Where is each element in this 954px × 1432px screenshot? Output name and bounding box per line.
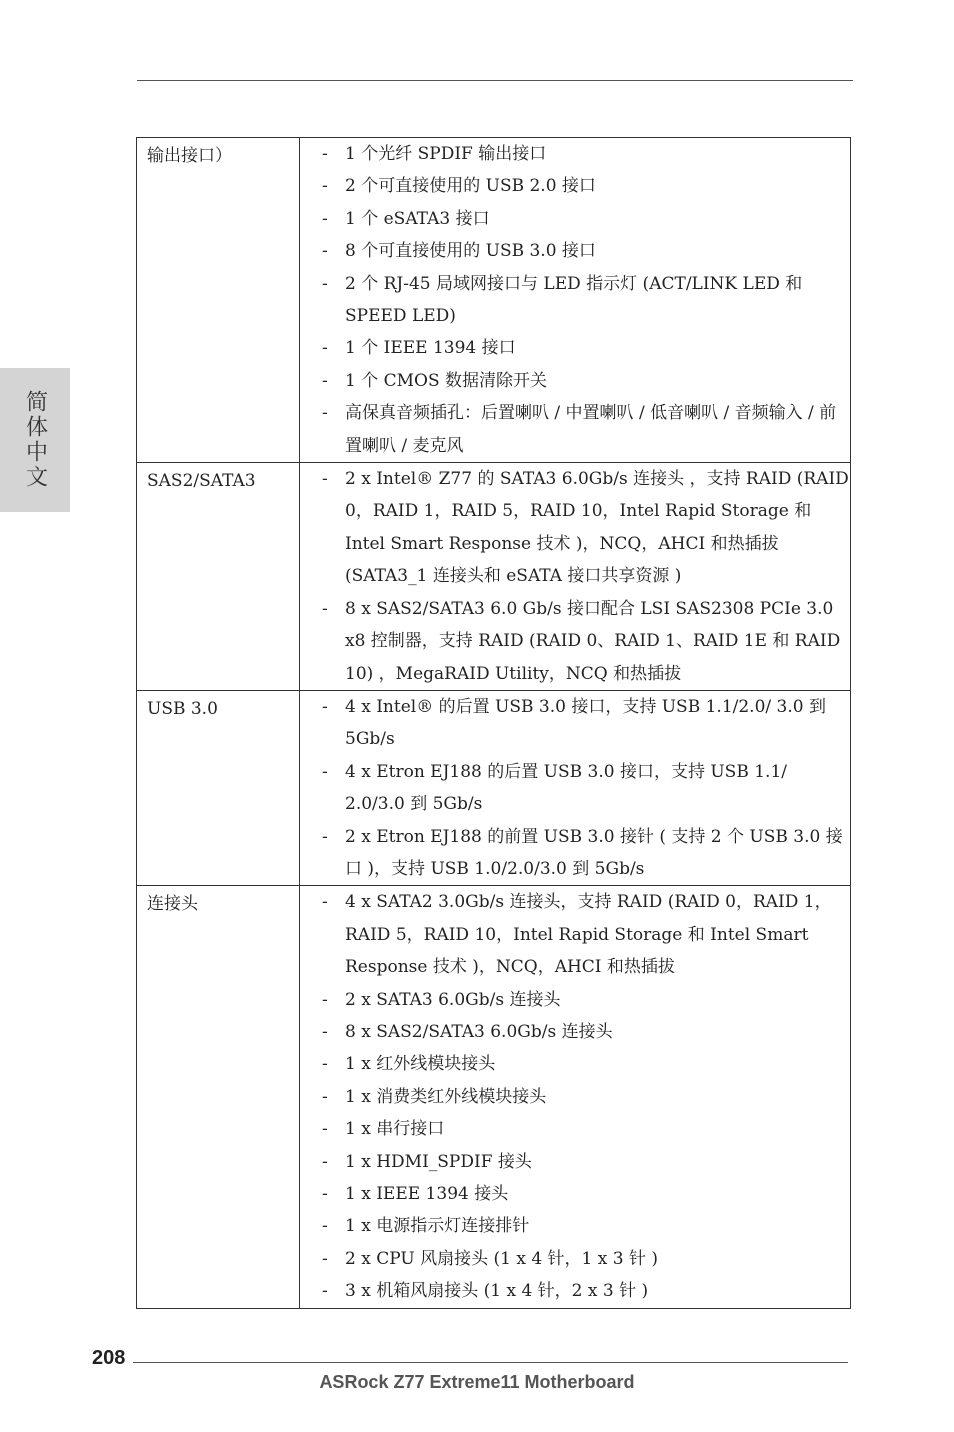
spec-row-usb3 [137,690,851,885]
list-item: - 8 x SAS2/SATA3 6.0 Gb/s 接口配合 LSI SAS2308 PCIe 3.0 x8 控制器，支持 RAID (RAID 0、RAID 1、RAID 1E 和 RAID 10) ，MegaRAID Utility，NCQ 和热插拔 [322,598,841,684]
row-label: 输出接口） [137,138,300,463]
list-item: - 1 x 红外线模块接头 [322,1054,496,1075]
list-item: - 1 个 IEEE 1394 接口 [322,338,516,359]
list-item: - 2 x SATA3 6.0Gb/s 连接头 [322,989,561,1010]
list-item: - 1 个 CMOS 数据清除开关 [322,370,548,391]
spec-row-connectors [137,886,851,1308]
list-item: - 8 个可直接使用的 USB 3.0 接口 [322,241,596,262]
list-item: - 8 x SAS2/SATA3 6.0Gb/s 连接头 [322,1021,613,1042]
list-item: - 2 个可直接使用的 USB 2.0 接口 [322,176,596,197]
row-items [300,886,851,1308]
list-item: - 2 x Intel® Z77 的 SATA3 6.0Gb/s 连接头 ，支持 RAID (RAID 0，RAID 1，RAID 5，RAID 10，Intel Rapid Storage 和 Intel Smart Response 技术 )，NCQ，AHCI 和热插拔 (SATA3_1 连接头和 eSATA 接口共享资源 ) [322,469,849,587]
list-item: - 4 x SATA2 3.0Gb/s 连接头，支持 RAID (RAID 0，RAID 1，RAID 5，RAID 10，Intel Rapid Storage 和 Intel Smart Response 技术 )，NCQ，AHCI 和热插拔 [322,892,832,978]
spec-row-output [137,138,851,463]
list-item: - 1 x 消费类红外线模块接头 [322,1086,547,1107]
list-item: - 高保真音频插孔：后置喇叭 / 中置喇叭 / 低音喇叭 / 音频输入 / 前置喇叭 / 麦克风 [322,403,837,456]
footer-rule [133,1362,848,1363]
language-tab-label: 简体中文 [22,390,48,490]
row-label: 连接头 [137,886,300,1308]
list-item: - 1 x 电源指示灯连接排针 [322,1216,530,1237]
list-item: - 2 x CPU 风扇接头 (1 x 4 针，1 x 3 针 ) [322,1248,659,1269]
row-items [300,138,851,463]
list-item: - 2 个 RJ-45 局域网接口与 LED 指示灯 (ACT/LINK LED 和 SPEED LED) [322,273,803,327]
footer-title: ASRock Z77 Extreme11 Motherboard [319,1372,635,1392]
list-item: - 4 x Etron EJ188 的后置 USB 3.0 接口，支持 USB 1.1/ 2.0/3.0 到 5Gb/s [322,761,787,815]
row-items [300,463,851,691]
list-item: - 4 x Intel® 的后置 USB 3.0 接口，支持 USB 1.1/2.0/ 3.0 到 5Gb/s [322,696,826,750]
list-item: - 1 个光纤 SPDIF 输出接口 [322,144,547,164]
row-items [300,690,851,885]
row-label: USB 3.0 [137,690,300,885]
spec-row-sas2-sata3 [137,463,851,691]
list-item: - 3 x 机箱风扇接头 (1 x 4 针，2 x 3 针 ) [322,1281,649,1302]
language-tab [0,368,70,512]
list-item: - 1 个 eSATA3 接口 [322,208,490,229]
row-label: SAS2/SATA3 [137,463,300,691]
list-item: - 1 x IEEE 1394 接头 [322,1184,509,1204]
list-item: - 2 x Etron EJ188 的前置 USB 3.0 接针 ( 支持 2 个 USB 3.0 接口 )，支持 USB 1.0/2.0/3.0 到 5Gb/s [322,826,843,879]
list-item: - 1 x 串行接口 [322,1119,445,1140]
header-rule [137,80,853,81]
page-number: 208 [92,1347,126,1369]
list-item: - 1 x HDMI_SPDIF 接头 [322,1151,532,1172]
spec-table [136,137,851,1309]
